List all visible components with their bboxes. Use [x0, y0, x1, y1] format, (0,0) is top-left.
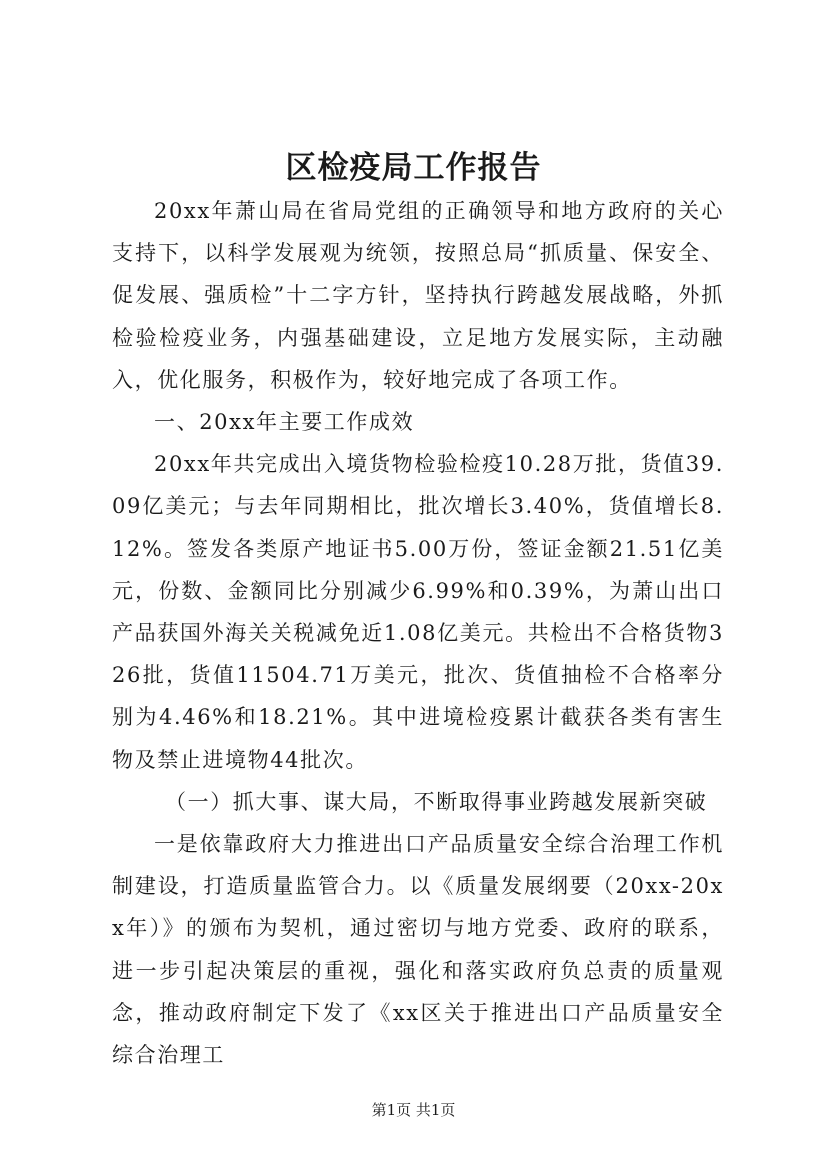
- subsection-heading-1: （一）抓大事、谋大局，不断取得事业跨越发展新突破: [165, 789, 708, 814]
- measure-paragraph-1: 一是依靠政府大力推进出口产品质量安全综合治理工作机制建设，打造质量监管合力。以《质量发展纲要（20xx-20xx年）》的颁布为契机，通过密切与地方党委、政府的联系，进一步引起决策层的重视，强化和落实政府负总责的质量观念，推动政府制定下发了《xx区关于推进出口产品质量安全综合治理工: [112, 832, 724, 1068]
- statistics-paragraph: 20xx年共完成出入境货物检验检疫10.28万批，货值39.09亿美元；与去年同期相比，批次增长3.40%，货值增长8.12%。签发各类原产地证书5.00万份，签证金额21.51亿美元，份数、金额同比分别减少6.99%和0.39%，为萧山出口产品获国外海关关税减免近1.08亿美元。共检出不合格货物326批，货值11504.71万美元，批次、货值抽检不合格率分别为4.46%和18.21%。其中进境检疫累计截获各类有害生物及禁止进境物44批次。: [112, 452, 724, 772]
- intro-paragraph: 20xx年萧山局在省局党组的正确领导和地方政府的关心支持下，以科学发展观为统领，按照总局“抓质量、保安全、促发展、强质检”十二字方针，坚持执行跨越发展战略，外抓检验检疫业务，内强基础建设，立足地方发展实际，主动融入，优化服务，积极作为，较好地完成了各项工作。: [112, 199, 724, 392]
- section-heading-achievements: 一、20xx年主要工作成效: [154, 410, 415, 435]
- document-title: 区检疫局工作报告: [285, 150, 542, 186]
- page-number-footer: 第1页 共1页: [371, 1101, 456, 1119]
- document-body: [112, 190, 724, 1076]
